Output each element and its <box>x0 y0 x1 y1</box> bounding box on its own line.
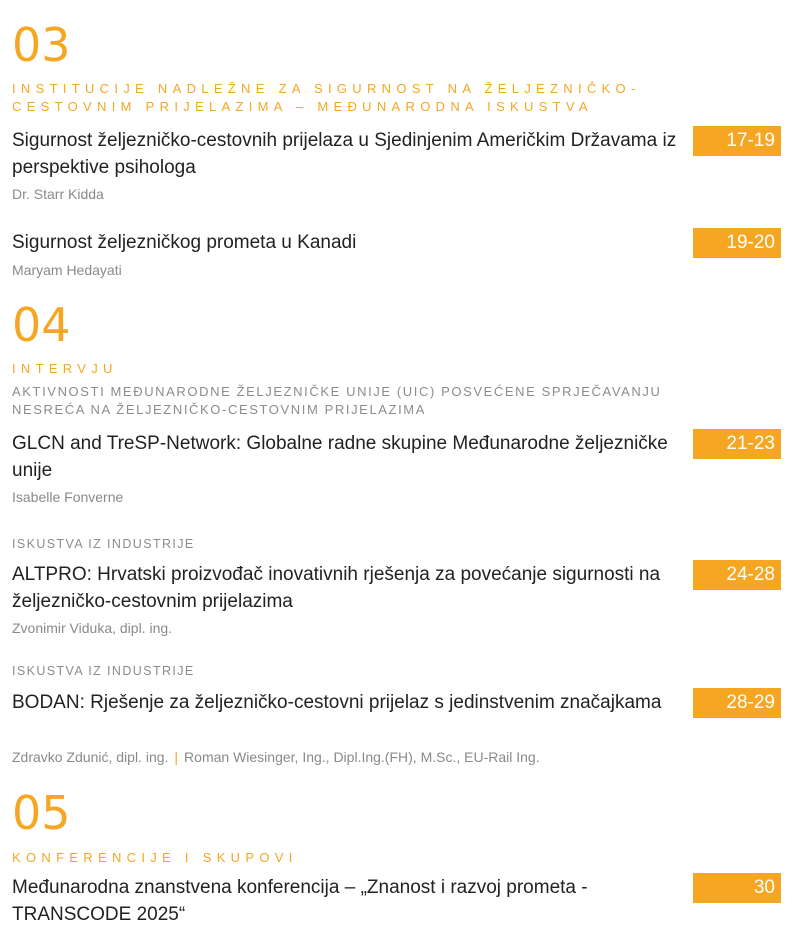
toc-entry-author: Isabelle Fonverne <box>12 489 124 505</box>
section-subheading-04: AKTIVNOSTI MEĐUNARODNE ŽELJEZNIČKE UNIJE (UIC) POSVEĆENE SPRJEČAVANJU NESREĆA NA ŽELJEZNIČKO-CESTOVNIM PRIJELAZIMA <box>12 384 662 417</box>
toc-entry-title[interactable]: Sigurnost željezničko-cestovnih prijelaza u Sjedinjenim Američkim Državama iz perspektive psihologa <box>12 130 677 178</box>
toc-entry-title[interactable]: BODAN: Rješenje za željezničko-cestovni prijelaz s jedinstvenim značajkama <box>12 692 662 713</box>
entry-category: ISKUSTVA IZ INDUSTRIJE <box>12 537 195 551</box>
toc-entry-title[interactable]: Međunarodna znanstvena konferencija – „Znanost i razvoj prometa - TRANSCODE 2025“ <box>12 877 588 925</box>
author-name: Roman Wiesinger, Ing., Dipl.Ing.(FH), M.Sc., EU-Rail Ing. <box>184 749 540 765</box>
toc-entry-title[interactable]: Sigurnost željezničkog prometa u Kanadi <box>12 232 357 253</box>
toc-entry-title[interactable]: GLCN and TreSP-Network: Globalne radne skupine Međunarodne željezničke unije <box>12 433 668 481</box>
page-range-badge[interactable]: 21-23 <box>693 429 781 459</box>
section-heading-03: INSTITUCIJE NADLEŽNE ZA SIGURNOST NA ŽELJEZNIČKO-CESTOVNIM PRIJELAZIMA – MEĐUNARODNA ISKUSTVA <box>12 81 641 114</box>
toc-entry-title[interactable]: ALTPRO: Hrvatski proizvođač inovativnih rješenja za povećanje sigurnosti na željezničko-cestovnim prijelazima <box>12 564 661 612</box>
page-range-badge[interactable]: 19-20 <box>693 228 781 258</box>
page-range-badge[interactable]: 24-28 <box>693 560 781 590</box>
section-number-04: 04 <box>12 298 71 352</box>
toc-entry-author: Maryam Hedayati <box>12 262 122 278</box>
section-heading-05: KONFERENCIJE I SKUPOVI <box>12 850 298 865</box>
toc-entry-authors <box>12 748 692 766</box>
page-range-badge[interactable]: 17-19 <box>693 126 781 156</box>
section-heading-04: INTERVJU <box>12 361 118 376</box>
toc-entry-author: Dr. Starr Kidda <box>12 186 104 202</box>
author-name: Zdravko Zdunić, dipl. ing. <box>12 749 169 765</box>
author-separator: | <box>174 749 179 765</box>
page-range-badge[interactable]: 28-29 <box>693 688 781 718</box>
page-range-badge[interactable]: 30 <box>693 873 781 903</box>
section-number-03: 03 <box>12 18 71 72</box>
toc-entry-author: Zvonimir Viduka, dipl. ing. <box>12 620 173 636</box>
section-number-05: 05 <box>12 786 71 840</box>
entry-category: ISKUSTVA IZ INDUSTRIJE <box>12 664 195 678</box>
